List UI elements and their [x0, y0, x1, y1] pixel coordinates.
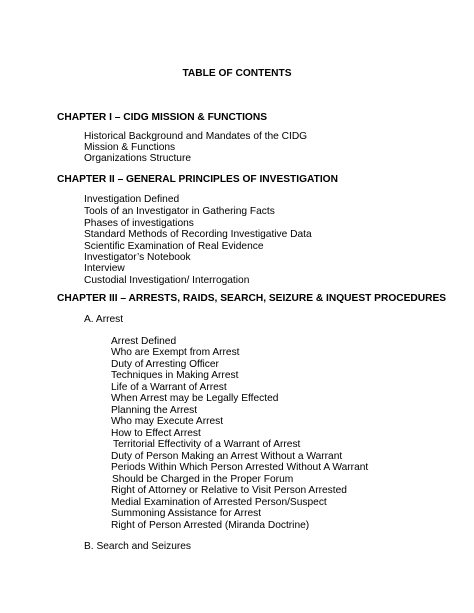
chapter-3-heading: CHAPTER III – ARRESTS, RAIDS, SEARCH, SEIZURE & INQUEST PROCEDURES: [57, 293, 447, 304]
toc-item: Custodial Investigation/ Interrogation: [84, 275, 250, 286]
toc-item: How to Effect Arrest: [111, 428, 201, 439]
toc-item: Scientific Examination of Real Evidence: [84, 241, 264, 252]
toc-item: Arrest Defined: [111, 336, 177, 347]
toc-item: Life of a Warrant of Arrest: [111, 382, 227, 393]
toc-item: Periods Within Which Person Arrested Without A Warrant: [111, 462, 369, 473]
toc-item: Who are Exempt from Arrest: [111, 347, 240, 358]
chapter-2-heading: CHAPTER II – GENERAL PRINCIPLES OF INVESTIGATION: [57, 174, 338, 185]
toc-item: Techniques in Making Arrest: [111, 370, 239, 381]
toc-item: Right of Person Arrested (Miranda Doctrine): [111, 520, 310, 531]
toc-item: Investigator’s Notebook: [84, 252, 191, 263]
toc-item: Who may Execute Arrest: [111, 416, 224, 427]
toc-item: Mission & Functions: [84, 142, 176, 153]
toc-item: Investigation Defined: [84, 194, 180, 205]
toc-item: Tools of an Investigator in Gathering Facts: [84, 206, 275, 217]
toc-item: Summoning Assistance for Arrest: [111, 508, 262, 519]
toc-item: Right of Attorney or Relative to Visit Person Arrested: [111, 485, 347, 496]
toc-item: Organizations Structure: [84, 153, 192, 164]
toc-item: Phases of investigations: [84, 218, 194, 229]
toc-item: When Arrest may be Legally Effected: [111, 393, 279, 404]
toc-item: Planning the Arrest: [111, 405, 198, 416]
toc-item: Historical Background and Mandates of the CIDG: [84, 131, 308, 142]
toc-item: Standard Methods of Recording Investigative Data: [84, 229, 312, 240]
toc-item: Interview: [84, 263, 125, 274]
toc-item: Medial Examination of Arrested Person/Suspect: [111, 497, 327, 508]
chapter-1-heading: CHAPTER I – CIDG MISSION & FUNCTIONS: [57, 112, 267, 123]
toc-item: Duty of Arresting Officer: [111, 359, 219, 370]
toc-item: Territorial Effectivity of a Warrant of Arrest: [113, 439, 301, 450]
section-a-heading: A. Arrest: [84, 314, 124, 325]
toc-item-continuation: Should be Charged in the Proper Forum: [112, 474, 294, 485]
section-b-heading: B. Search and Seizures: [84, 541, 192, 552]
toc-item: Duty of Person Making an Arrest Without a Warrant: [111, 451, 343, 462]
page-title: TABLE OF CONTENTS: [182, 68, 292, 79]
